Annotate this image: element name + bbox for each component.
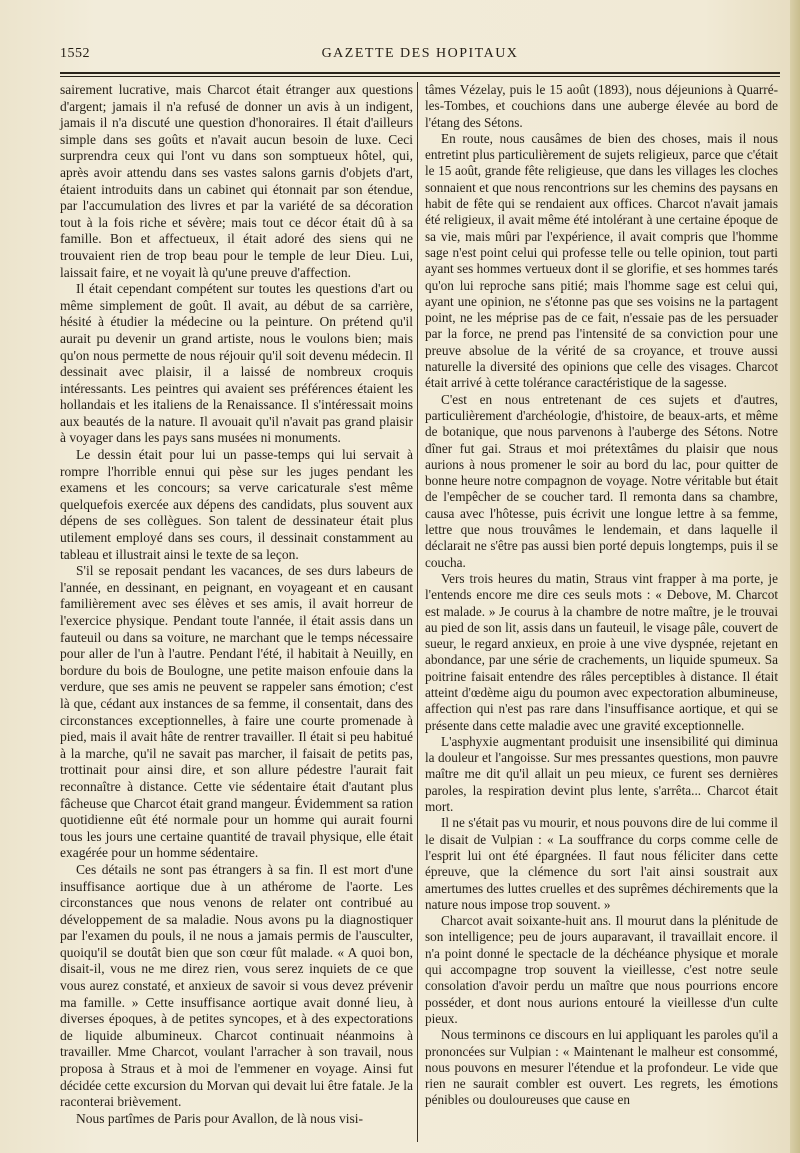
page-edge [790, 0, 800, 1153]
page-header [60, 46, 780, 66]
paragraph: Nous partîmes de Paris pour Avallon, de là nous visi- [76, 1110, 363, 1126]
paragraph: Le dessin était pour lui un passe-temps qui lui servait à rompre l'horrible ennui qui pèse sur les juges pendant les examens et les concours; sa verve caricaturale s'est même quelquefois exercée aux dépens des candidats, plus souvent aux dépens de ses collègues. Son talent de dessinateur était plus utilement employé dans ses cours, il dessinait constamment au tableau et illustrait ainsi le texte de sa leçon. [60, 447, 413, 562]
paragraph: Vers trois heures du matin, Straus vint frapper à ma porte, je l'entends encore me dire ces seuls mots : « Debove, M. Charcot est malade. » Je courus à la chambre de notre maître, je le trouvai au pied de son lit, assis dans un fauteuil, le visage pâle, couvert de sueur, le regard anxieux, en proie à une vive dyspnée, rejetant en abondance, par une série de crachements, un liquide spumeux. Sa poitrine faisait entendre des râles perceptibles à distance. Il était atteint d'œdème aigu du poumon avec expectoration albumineuse, affection qui n'est pas rare dans l'insuffisance aortique, et qui se présente dans cette maladie avec une gravité exceptionnelle. [425, 570, 778, 733]
paragraph: tâmes Vézelay, puis le 15 août (1893), nous déjeunions à Quarré-les-Tombes, et couchions dans une auberge élevée au bord de l'étang des Sétons. [425, 82, 778, 130]
paragraph: Ces détails ne sont pas étrangers à sa fin. Il est mort d'une insuffisance aortique due à un athérome de l'aorte. Les circonstances que nous venons de relater ont contribué au développement de sa maladie. Nous avons pu la diagnostiquer par l'examen du pouls, il ne nous a jamais permis de l'ausculter, quoiqu'il se doutât bien que son cœur fût malade. « A quoi bon, disait-il, vous ne me direz rien, vous serez inquiets de ce que vous aurez constaté, et anxieux de savoir si vous devez prévenir ma famille. » Cette insuffisance aortique avait donné lieu, à diverses époques, à de petites syncopes, et à des expectorations de liquide albumineux. Charcot continuait néanmoins à travailler. Mme Charcot, voulant l'arracher à son travail, nous proposa à Straus et à moi de l'emmener en voyage. Ainsi fut décidée cette excursion du Morvan qui devait lui être fatale. Je la raconterai brièvement. [60, 861, 413, 1110]
page-number: 1552 [60, 46, 90, 61]
paragraph: Charcot avait soixante-huit ans. Il mourut dans la plénitude de son intelligence; peu de jours auparavant, il travaillait encore. il n'a point donné le spectacle de la déchéance physique et morale qui accompagne trop souvent la vieillesse, c'est notre seule consolation d'avoir perdu un maître que nous pourrions encore posséder, et dont nous aurions entouré la vieillesse d'un culte pieux. [425, 913, 778, 1026]
paragraph: sairement lucrative, mais Charcot était étranger aux questions d'argent; jamais il n'a refusé de donner un avis à un indigent, jamais il n'a discuté une question d'honoraires. Il était d'ailleurs simple dans ses goûts et n'avait aucun besoin de luxe. Ceci surprendra ceux qui l'ont vu dans son somptueux hôtel, qui, après avoir attendu dans ses vastes salons garnis d'objets d'art, étaient introduits dans un cabinet qui étonnait par son étendue, par l'accumulation des livres et par la variété de sa décoration tout à la fois riche et sévère; mais tout ce décor était dû à sa famille. Bon et affectueux, il était adoré des siens qui ne trouvaient rien de trop beau pour le temple de leur Dieu. Lui, laissait faire, et ne voyait là qu'une preuve d'affection. [60, 82, 413, 280]
right-column [425, 82, 778, 1109]
paragraph: S'il se reposait pendant les vacances, de ses durs labeurs de l'année, en dessinant, en peignant, en voyageant et en causant familièrement avec ses élèves et ses amis, il avait horreur de l'exercice physique. Pendant toute l'année, il était assis dans un fauteuil ou dans sa voiture, ne marchant que le temps nécessaire pour aller de l'un à l'autre. Pendant l'été, il habitait à Neuilly, en bordure du bois de Boulogne, une petite maison enfouie dans la verdure, que ses amis ne peuvent se rappeler sans émotion; c'est là que, cédant aux instances de sa femme, il consentait, dans des circonstances exceptionnelles, à faire une courte promenade à pied, mais il avait hâte de rentrer travailler. Il était si peu habitué à la marche, qu'il ne savait pas marcher, il faisait de petits pas, trottinait pour ainsi dire, et son allure pédestre l'aurait fait reconnaître à distance. Cette vie sédentaire était d'autant plus fâcheuse que Charcot était grand mangeur. Évidemment sa ration quotidienne eût été normale pour un homme qui aurait fourni tous les jours une certaine quantité de travail physique, elle était exagérée pour un homme sédentaire. [60, 563, 413, 861]
paragraph: Il était cependant compétent sur toutes les questions d'art ou même simplement de goût. Il avait, au début de sa carrière, hésité à étudier la médecine ou la peinture. On prétend qu'il aurait pu devenir un grand artiste, nous le voulons bien; mais qu'on nous permette de nous réjouir qu'il soit devenu médecin. Il dessinait avec plaisir, il a laissé de nombreux croquis intéressants. Les peintres qui avaient ses préférences étaient les hollandais et les italiens de la Renaissance. Il s'intéressait moins aux beautés de la nature. Il avouait qu'il n'avait pas grand plaisir à voyager dans les pays sans musées ni monuments. [60, 281, 413, 446]
paragraph: Nous terminons ce discours en lui appliquant les paroles qu'il a prononcées sur Vulpian : « Maintenant le malheur est consommé, nous pouvons en mesurer l'étendue et la profondeur. Le vide que rien ne saurait combler est ouvert. Les regrets, les émotions pénibles ou douloureuses que cause en [425, 1027, 778, 1108]
left-column [60, 82, 413, 1127]
paragraph: L'asphyxie augmentant produisit une insensibilité qui diminua la douleur et l'angoisse. Sur mes pressantes questions, mon pauvre maître me dit qu'il allait un peu mieux, ce furent ses dernières paroles, la respiration devint plus lente, s'arrêta... Charcot était mort. [425, 733, 778, 815]
journal-title: GAZETTE DES HOPITAUX [321, 46, 519, 61]
header-rule-thick [60, 72, 780, 74]
paragraph: En route, nous causâmes de bien des choses, mais il nous entretint plus particulièrement de sujets religieux, parce que c'était le 15 août, grande fête religieuse, que dans les villages les cloches sonnaient et que nous rencontrions sur les chemins des paysans en habit de fête qui se rendaient aux offices. Charcot n'avait jamais été religieux, il avait même été intolérant à une certaine époque de sa vie, mais mûri par l'expérience, il avait compris que l'homme sage n'est point celui qui professe telle ou telle opinion, tout parti ayant ses hommes vertueux dont il se glorifie, et ses hommes tarés qu'on lui reproche sans pitié; mais l'homme sage est celui qui, ayant une opinion, ne s'étonne pas que ses voisins ne la partagent point, ne les méprise pas de ce fait, n'essaie pas de les persuader par la force, ne prend pas l'intensité de sa conviction pour une preuve absolue de la vérité de sa croyance, et trouve aussi naturelle la diversité des opinions que celle des visages. Charcot était arrivé à cette tolérance caractéristique de la sagesse. [425, 130, 778, 391]
header-rule-thin [60, 76, 780, 77]
column-divider [417, 82, 418, 1142]
paragraph: C'est en nous entretenant de ces sujets et d'autres, particulièrement d'archéologie, d'histoire, de beaux-arts, et même de botanique, que nous parvenons à l'auberge des Sétons. Notre dîner fut gai. Straus et moi prétextâmes du plaisir que nous aurions à nous promener le soir au bord du lac, pour quitter de bonne heure notre compagnon de voyage. Notre véritable but était de l'empêcher de se coucher tard. Il remonta dans sa chambre, causa avec l'hôtesse, puis écrivit une longue lettre à sa femme, lettre que nous trouvâmes le lendemain, et dans laquelle il déclarait ne s'être pas aussi bien porté depuis longtemps, puis il se coucha. [425, 391, 778, 570]
paragraph: Il ne s'était pas vu mourir, et nous pouvons dire de lui comme il le disait de Vulpian : « La souffrance du corps comme celle de l'esprit lui ont été épargnées. Il faut nous féliciter dans cette épreuve, que la clémence du sort l'ait ainsi soustrait aux amertumes des luttes cruelles et des suprêmes déchirements que la nature nous impose trop souvent. » [425, 815, 778, 912]
